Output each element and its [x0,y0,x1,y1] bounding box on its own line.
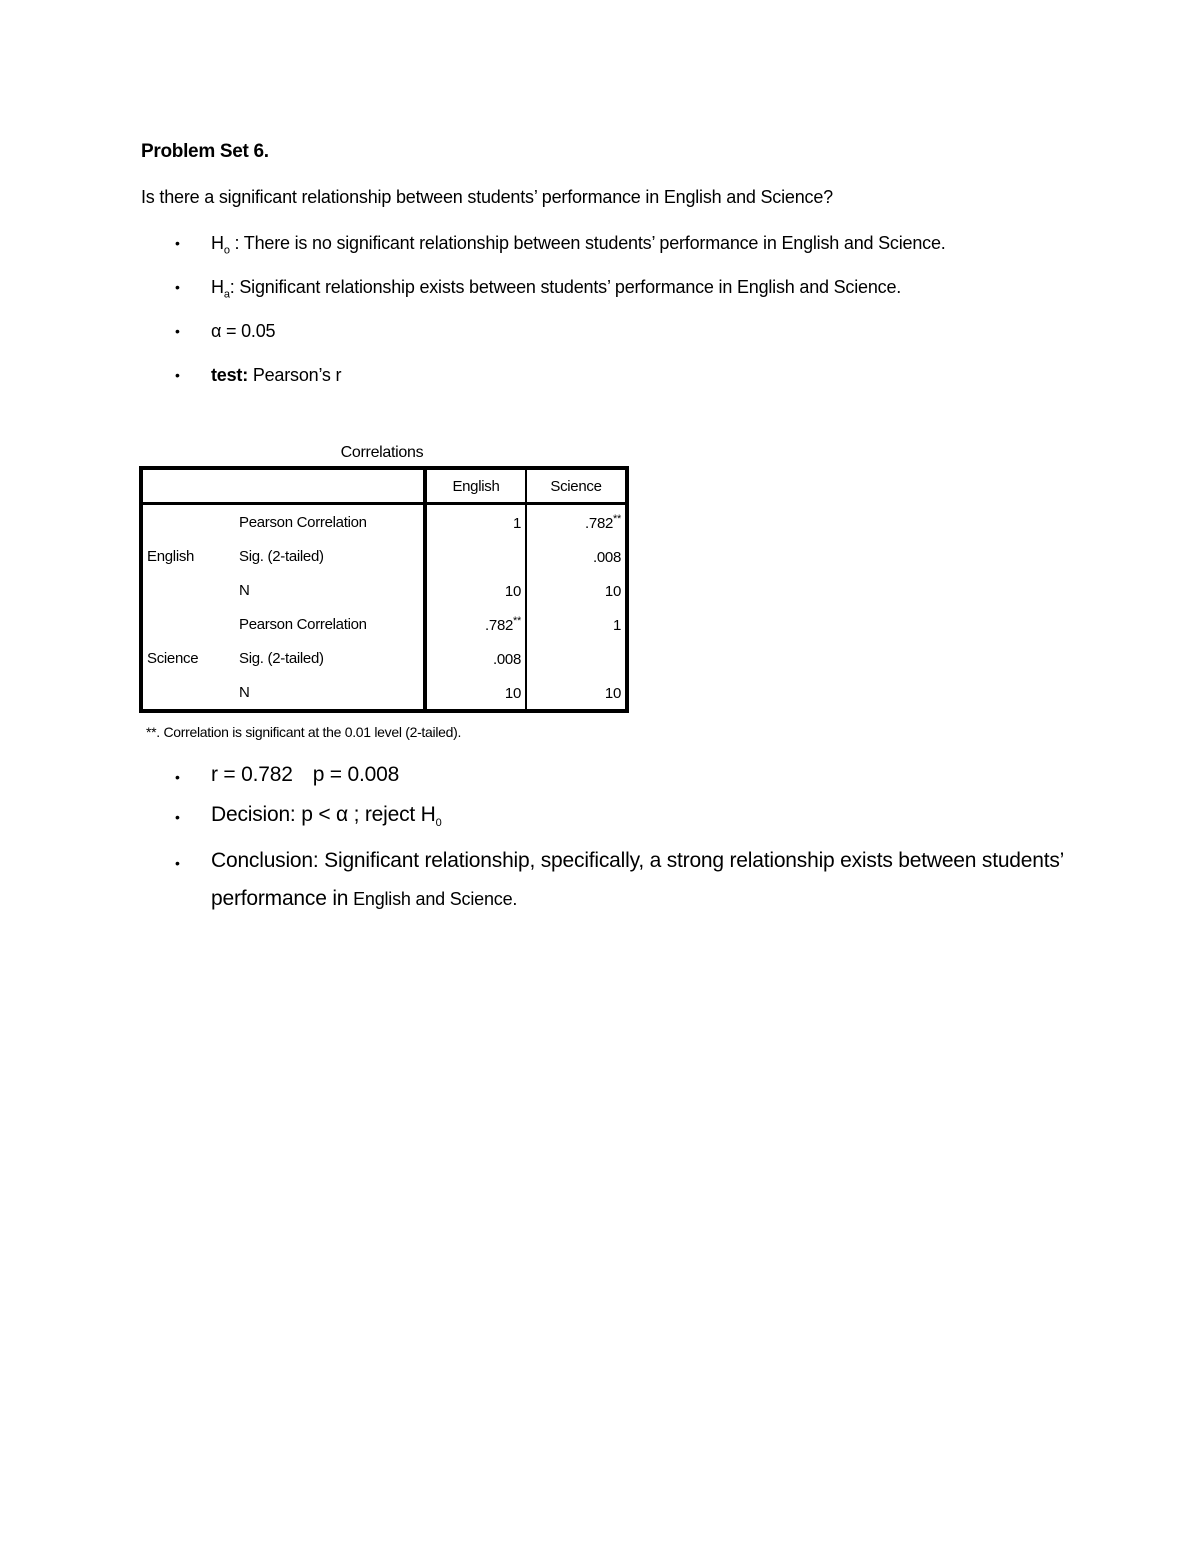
decision-label: Decision: [211,803,296,826]
science-value: .008 [526,539,627,573]
bullet-icon: • [175,323,180,339]
alt-hypothesis-text: : Significant relationship exists between students’ performance in English and Science. [229,277,902,297]
group-label: English [147,547,195,565]
table-footnote: **. Correlation is significant at the 0.01 level (2-tailed). [146,724,462,740]
bullet-icon: • [175,367,180,383]
alpha-text: α = 0.05 [211,321,276,341]
stat-label: N [239,581,250,599]
english-value: .782** [425,607,526,641]
bullet-icon: • [175,235,180,251]
alt-hypothesis-subscript: a [223,288,230,301]
science-value: 1 [526,607,627,641]
english-value: 1 [425,504,526,540]
bullet-icon: • [175,855,180,872]
alternative-hypothesis [141,273,946,317]
stat-label: N [239,683,250,701]
stat-label: Pearson Correlation [239,513,367,531]
stat-label: Sig. (2-tailed) [239,649,324,667]
conclusion-tail: English and Science. [348,889,518,910]
alt-hypothesis-label: H [211,277,224,297]
english-value: 10 [425,675,526,711]
results-list [141,756,1091,918]
decision-subscript: 0 [435,817,442,830]
test-label: test: [211,365,249,385]
page-title: Problem Set 6. [141,141,269,162]
table-caption: Correlations [340,444,424,461]
header-science: Science [526,468,627,504]
english-value: .008 [425,641,526,675]
stat-label: Pearson Correlation [239,615,367,633]
alpha-level [141,317,946,361]
conclusion-text: Significant relationship, specifically, a strong relationship exists between students’ performance in [211,849,1064,911]
null-hypothesis-text: : There is no significant relationship between students’ performance in English and Science. [229,233,946,253]
stat-label: Sig. (2-tailed) [239,547,324,565]
science-value [526,641,627,675]
science-value: 10 [526,573,627,607]
science-value: 10 [526,675,627,711]
result-statistics [141,756,1091,796]
english-value: 10 [425,573,526,607]
null-hypothesis-subscript: o [223,244,230,257]
bullet-icon: • [175,279,180,295]
table-header-row [141,468,627,504]
p-value: p = 0.008 [312,763,400,786]
test-type [141,361,946,405]
research-question: Is there a significant relationship between students’ performance in English and Science? [141,187,833,207]
null-hypothesis [141,229,946,273]
decision-text: p < α ; reject H [295,803,436,826]
english-value [425,539,526,573]
null-hypothesis-label: H [211,233,224,253]
conclusion [141,842,1091,918]
bullet-icon: • [175,809,180,825]
group-label: Science [147,649,199,667]
header-empty-cell [141,468,235,504]
table-row [141,607,627,641]
header-empty-cell [235,468,425,504]
correlations-table [139,466,629,713]
header-english: English [425,468,526,504]
r-value: r = 0.782 [211,763,293,786]
bullet-icon: • [175,769,180,785]
science-value: .782** [526,504,627,540]
test-value: Pearson’s r [248,365,342,385]
table-row [141,504,627,540]
conclusion-label: Conclusion: [211,849,319,873]
hypothesis-list [141,229,946,405]
decision [141,796,1091,842]
